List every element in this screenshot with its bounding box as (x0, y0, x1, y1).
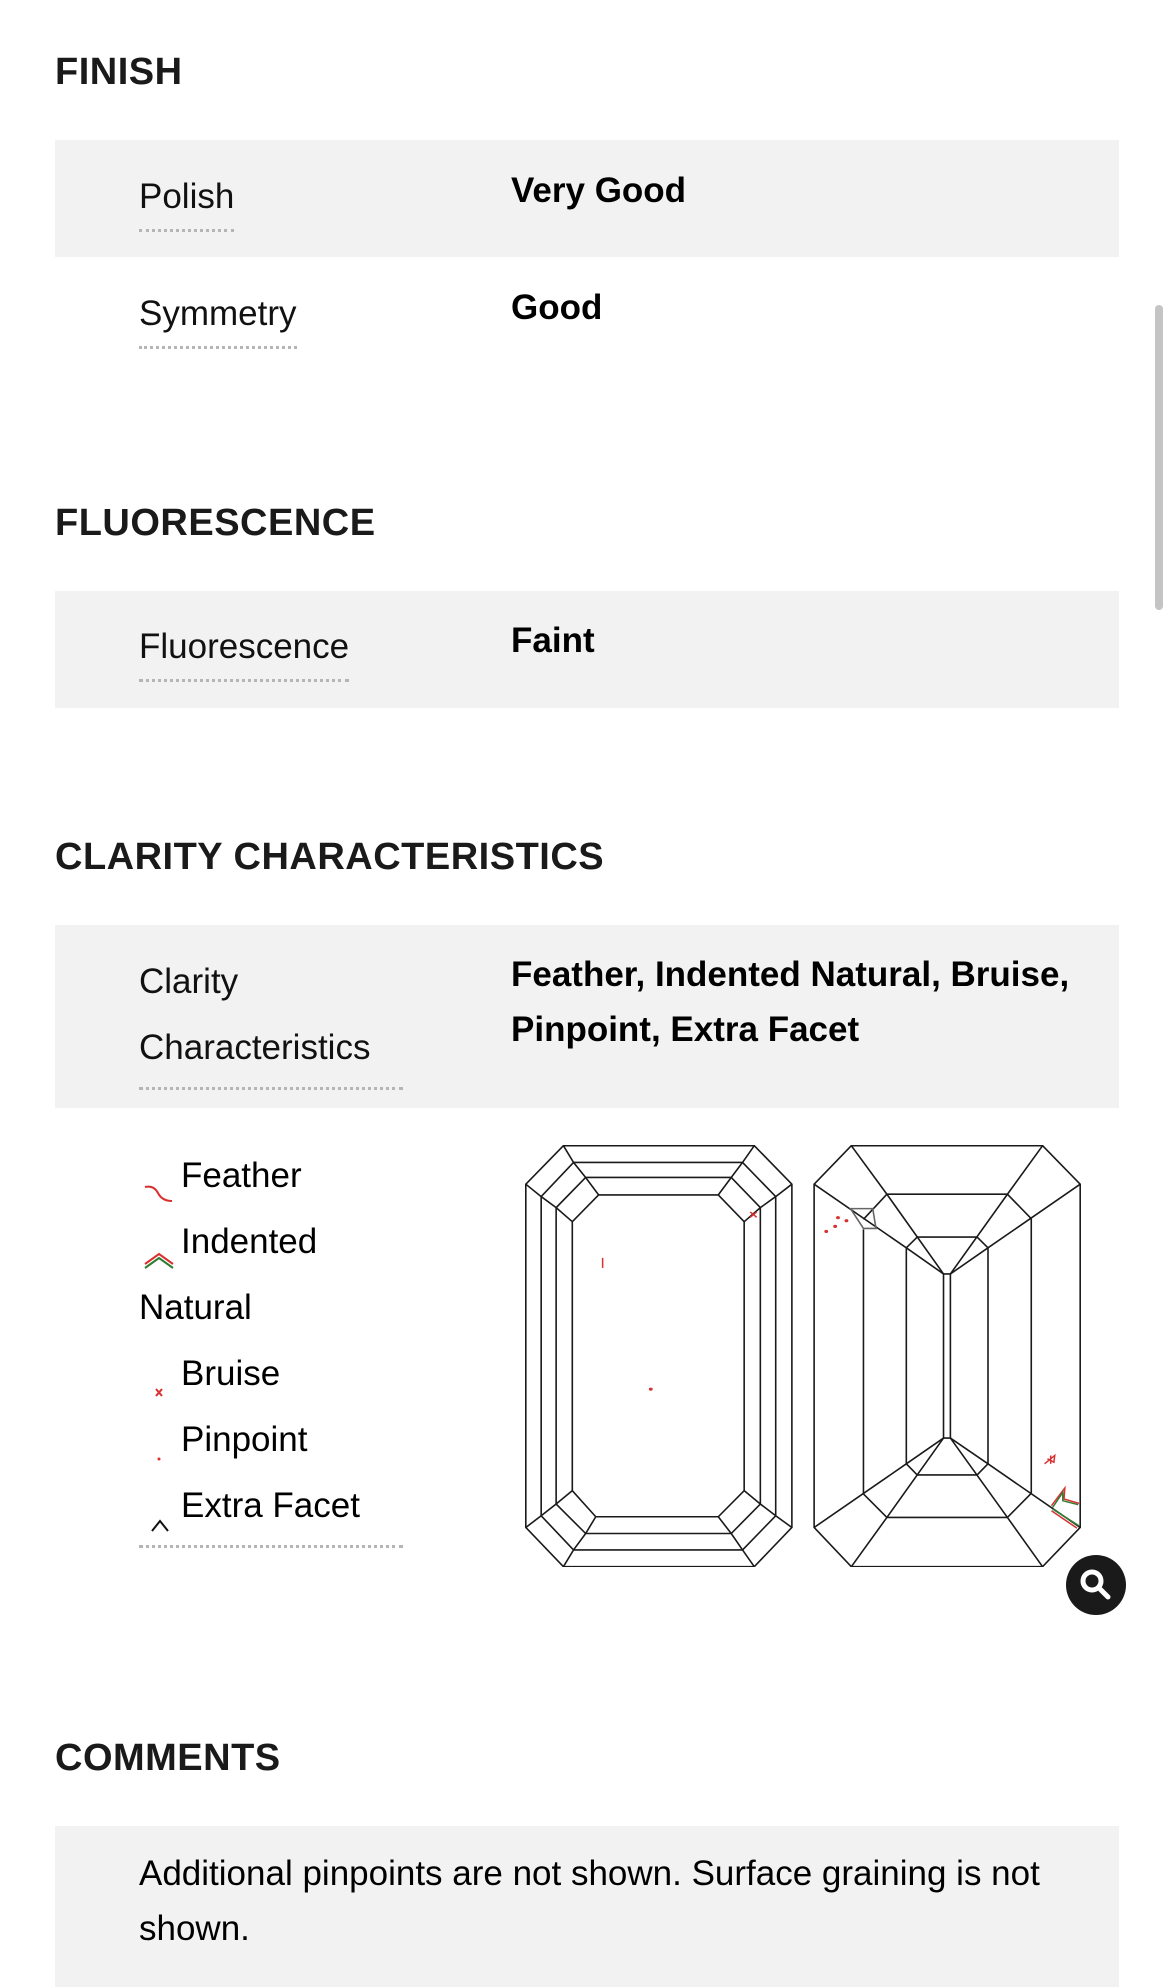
comments-box (55, 1826, 1119, 1987)
bruise-icon (139, 1361, 181, 1391)
magnifier-icon (1066, 1555, 1126, 1615)
clarity-row (55, 925, 1119, 1108)
legend-item-feather: Feather (139, 1143, 403, 1209)
polish-row (55, 140, 1119, 257)
legend-item-bruise: Bruise (139, 1341, 403, 1407)
symmetry-value: Good (511, 288, 603, 327)
clarity-value: Feather, Indented Natural, Bruise, Pinpoint, Extra Facet (511, 955, 1070, 1049)
fluorescence-value: Faint (511, 621, 595, 660)
symmetry-row (55, 257, 1119, 374)
legend-item-pinpoint: Pinpoint (139, 1407, 403, 1473)
comments-heading: COMMENTS (55, 1737, 281, 1779)
scrollbar[interactable] (1155, 305, 1163, 610)
polish-value: Very Good (511, 171, 687, 210)
clarity-legend (139, 1143, 403, 1548)
indented-natural-icon (139, 1229, 181, 1259)
symmetry-label[interactable]: Symmetry (139, 292, 297, 349)
zoom-button[interactable] (1066, 1555, 1126, 1615)
extra-facet-icon (139, 1493, 181, 1523)
fluorescence-label[interactable]: Fluorescence (139, 625, 349, 682)
clarity-label[interactable]: Clarity Characteristics (139, 949, 403, 1090)
fluorescence-heading: FLUORESCENCE (55, 502, 376, 544)
feather-icon (139, 1163, 181, 1193)
pinpoint-icon (139, 1427, 181, 1457)
legend-item-indented-natural: Indented Natural (139, 1222, 318, 1327)
fluorescence-row (55, 591, 1119, 708)
pavilion-view (814, 1146, 1080, 1567)
comments-text: Additional pinpoints are not shown. Surface graining is not shown. (139, 1854, 1040, 1948)
crown-view (526, 1146, 792, 1567)
polish-label[interactable]: Polish (139, 175, 234, 232)
clarity-plot-diagram[interactable] (525, 1145, 1081, 1567)
legend-item-extra-facet: Extra Facet (139, 1473, 403, 1539)
clarity-heading: CLARITY CHARACTERISTICS (55, 836, 605, 878)
finish-heading: FINISH (55, 51, 183, 93)
crown-marks (603, 1212, 757, 1391)
